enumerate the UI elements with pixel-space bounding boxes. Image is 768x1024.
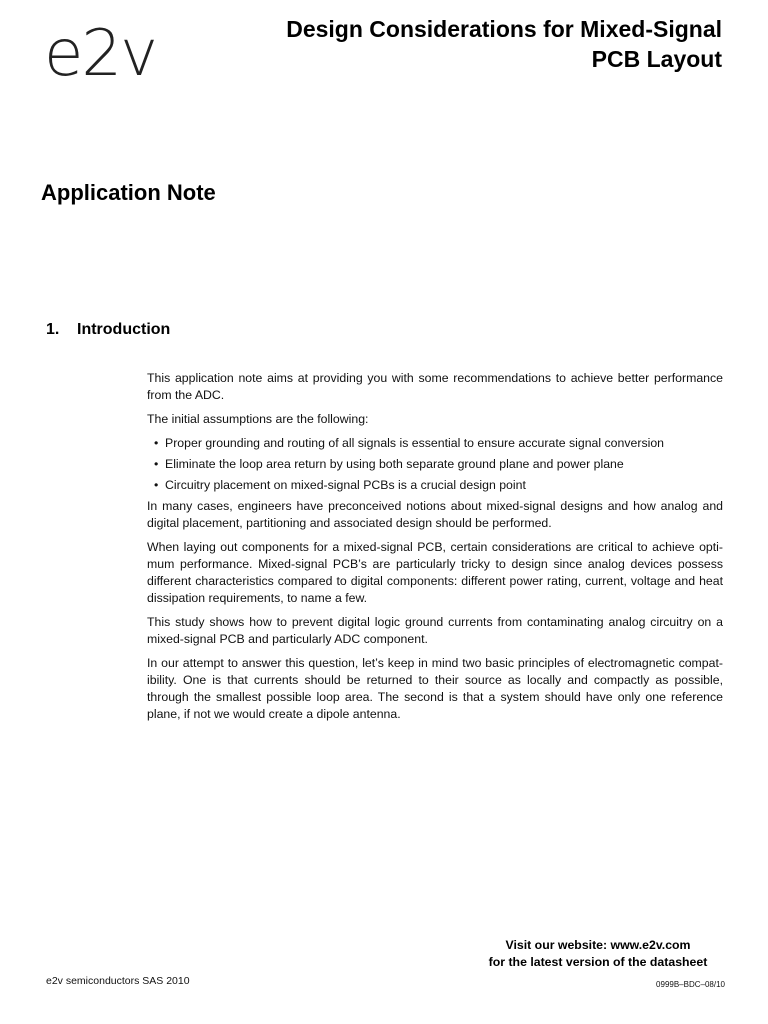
list-item-text: Circuitry placement on mixed-signal PCBs is a crucial design point bbox=[165, 478, 526, 492]
list-item bbox=[154, 477, 723, 494]
document-title-line-2: PCB Layout bbox=[591, 46, 722, 72]
assumptions-list bbox=[147, 435, 723, 494]
footer-copyright: e2v semiconductors SAS 2010 bbox=[46, 975, 190, 987]
list-item bbox=[154, 435, 723, 452]
website-notice-line-1: Visit our website: www.e2v.com bbox=[505, 938, 691, 952]
list-item-text: Eliminate the loop area return by using both separate ground plane and power plane bbox=[165, 457, 624, 471]
paragraph: The initial assumptions are the following: bbox=[147, 412, 369, 426]
document-type-heading: Application Note bbox=[41, 180, 216, 205]
list-item bbox=[154, 456, 723, 473]
paragraph: This application note aims at providing you with some recommendations to achieve better performance from the ADC. bbox=[147, 371, 723, 402]
paragraph: In many cases, engineers have preconceived notions about mixed-signal designs and how analog and digital placement, partitioning and associated design should be performed. bbox=[147, 499, 723, 530]
e2v-logo: e2v bbox=[44, 17, 156, 91]
website-notice-line-2: for the latest version of the datasheet bbox=[488, 955, 708, 969]
paragraph: In our attempt to answer this question, let’s keep in mind two basic principles of electromagnetic compat-ibility. One is that currents should be returned to their source as locally and compactly as possible, through the smallest possible loop area. The second is that a system should have only one reference plane, if not we would create a dipole antenna. bbox=[147, 656, 723, 721]
section-heading bbox=[46, 321, 170, 339]
paragraph: This study shows how to prevent digital logic ground currents from contaminating analog circuitry on a mixed-signal PCB and particularly ADC component. bbox=[147, 615, 723, 646]
bullet-icon: • bbox=[154, 478, 159, 492]
website-notice bbox=[400, 937, 768, 971]
paragraph: When laying out components for a mixed-signal PCB, certain considerations are critical to achieve opti-mum performance. Mixed-signal PCB’s are particularly tricky to design since analog devices possess different characteristics compared to digital components: different power rating, current, voltage and heat dissipation requirements, to name a few. bbox=[147, 540, 723, 605]
section-body bbox=[147, 370, 723, 730]
section-title: Introduction bbox=[77, 321, 171, 338]
section-number: 1. bbox=[46, 321, 60, 338]
footer-document-code: 0999B–BDC–08/10 bbox=[656, 980, 725, 989]
bullet-icon: • bbox=[154, 436, 159, 450]
document-title-line-1: Design Considerations for Mixed-Signal bbox=[286, 16, 722, 42]
document-title bbox=[202, 14, 722, 74]
bullet-icon: • bbox=[154, 457, 159, 471]
list-item-text: Proper grounding and routing of all signals is essential to ensure accurate signal conversion bbox=[165, 436, 665, 450]
